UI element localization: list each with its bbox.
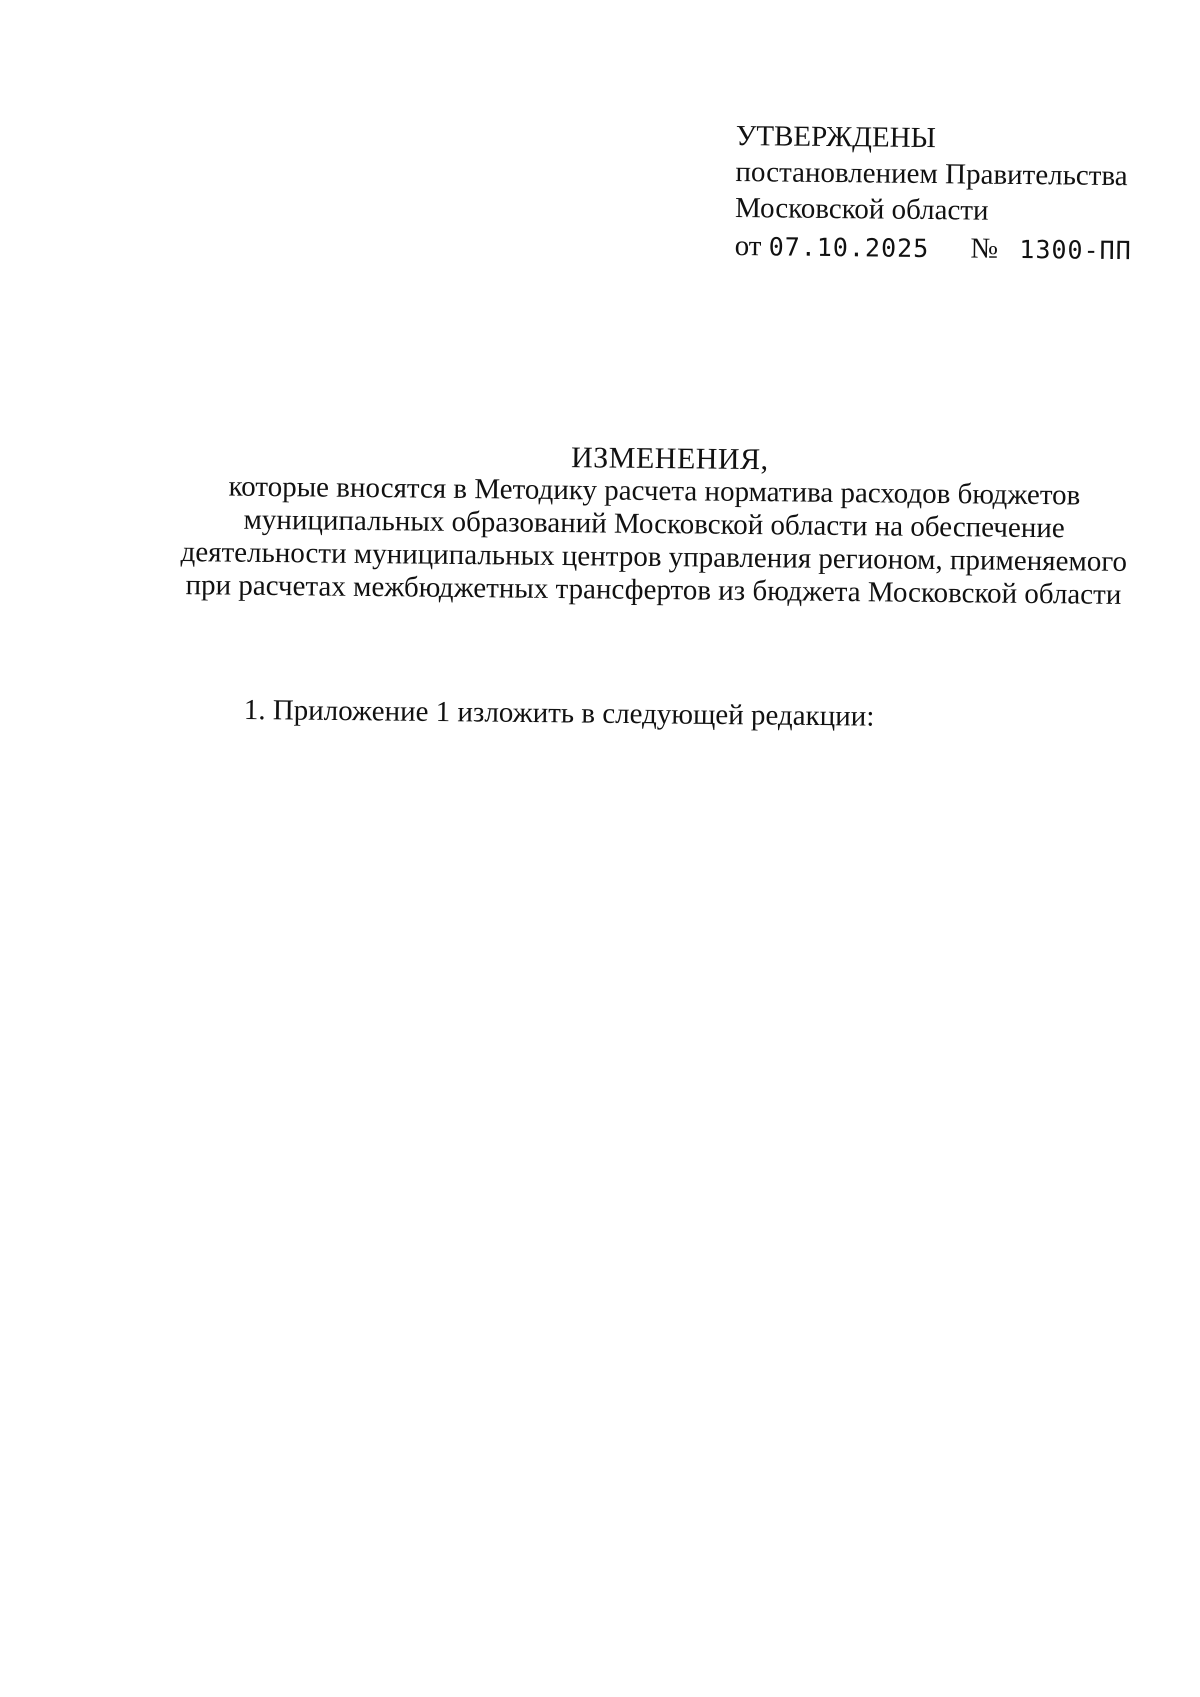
approval-line-1: постановлением Правительства <box>735 155 1128 193</box>
approval-block <box>734 118 1156 269</box>
subtitle-line-2: муниципальных образований Московской области на обеспечение <box>243 503 1065 545</box>
date-prefix: от <box>734 229 762 263</box>
approval-date: 07.10.2025 <box>768 232 930 264</box>
approval-date-number-row <box>734 228 1154 269</box>
approval-line-2: Московской области <box>734 191 989 227</box>
approval-number: 1300-ПП <box>1019 234 1132 266</box>
number-sign: № <box>970 232 999 265</box>
document-heading: ИЗМЕНЕНИЯ, <box>570 441 769 477</box>
clause-1: 1. Приложение 1 изложить в следующей редакции: <box>243 693 875 733</box>
subtitle-line-4: при расчетах межбюджетных трансфертов из бюджета Московской области <box>185 569 1122 611</box>
approval-title: УТВЕРЖДЕНЫ <box>735 119 937 155</box>
title-block <box>168 437 1140 612</box>
subtitle-line-1: которые вносятся в Методику расчета норматива расходов бюджетов <box>228 470 1081 512</box>
subtitle-line-3: деятельности муниципальных центров управления регионом, применяемого <box>180 536 1128 578</box>
